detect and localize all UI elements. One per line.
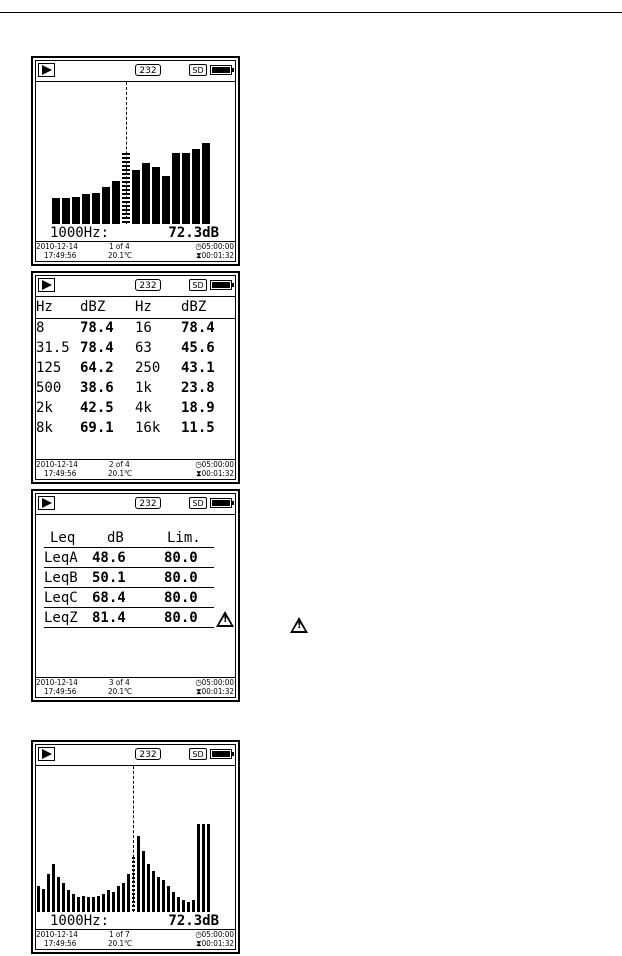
table-row: [44, 590, 214, 608]
col-header: Leq: [50, 530, 76, 546]
footer-page: 2 of 4: [109, 460, 130, 469]
footer-time: 17:49:56: [44, 687, 77, 696]
footer-clock-value: 05:00:00: [201, 930, 234, 939]
screen-frame: [35, 275, 236, 480]
spectrum-bar: [47, 874, 50, 912]
warning-icon: [216, 611, 234, 627]
hourglass-icon: ⧗: [196, 687, 202, 696]
sd-card-icon: SD: [189, 64, 207, 76]
screen-frame: [35, 744, 236, 950]
spectrum-bar: [87, 897, 90, 912]
footer-time: 17:49:56: [44, 251, 77, 260]
footer-temperature: 20.1℃: [108, 939, 133, 948]
cell-dbz: 11.5: [181, 420, 215, 436]
sd-card-icon: SD: [189, 497, 207, 509]
spectrum-bar: [207, 824, 210, 912]
spectrum-bar: [137, 836, 140, 912]
cell-dbz: 42.5: [80, 400, 114, 416]
spectrum-bar: [202, 143, 210, 224]
status-bar: [36, 745, 235, 766]
footer-elapsed-value: 00:01:32: [201, 939, 234, 948]
footer-elapsed: [196, 687, 234, 696]
spectrum-bar: [172, 892, 175, 912]
cell-hz: 63: [135, 340, 152, 356]
footer-clock: [195, 242, 234, 251]
cell-limit: 80.0: [164, 590, 198, 606]
cell-hz: 31.5: [36, 340, 70, 356]
table-row: [44, 550, 214, 568]
footer-temperature: 20.1℃: [108, 469, 133, 478]
table-row: [44, 570, 214, 588]
cell-hz: 4k: [135, 400, 152, 416]
spectrum-bar: [107, 890, 110, 912]
cell-limit: 80.0: [164, 550, 198, 566]
spectrum-bar: [167, 886, 170, 912]
sd-card-icon: SD: [189, 279, 207, 291]
spectrum-bar: [147, 864, 150, 912]
screen-footer: [36, 677, 235, 697]
spectrum-bar: [152, 167, 160, 224]
cell-hz: 125: [36, 360, 62, 376]
spectrum-bar: [162, 176, 170, 224]
spectrum-bar: [102, 894, 105, 912]
spectrum-bar: [37, 886, 40, 912]
rs232-badge: 232: [135, 497, 161, 509]
hourglass-icon: ⧗: [196, 469, 202, 478]
footer-clock-value: 05:00:00: [201, 460, 234, 469]
cell-hz: 16: [135, 320, 152, 336]
spectrum-bar: [77, 897, 80, 912]
spectrum-bar: [132, 170, 140, 224]
clock-icon: ◷: [195, 242, 202, 251]
cell-hz: 2k: [36, 400, 53, 416]
footer-clock: [195, 678, 234, 687]
spectrum-bar: [52, 198, 60, 224]
readout-frequency: 1000Hz:: [50, 225, 110, 241]
play-icon: [38, 496, 55, 510]
cell-db: 68.4: [92, 590, 126, 606]
cell-leq: LeqB: [44, 570, 78, 586]
spectrum-bar: [67, 890, 70, 912]
spectrum-bar: [62, 883, 65, 912]
cell-dbz: 78.4: [181, 320, 215, 336]
spectrum-bars: [36, 82, 235, 224]
cell-dbz: 69.1: [80, 420, 114, 436]
spectrum-bar: [142, 163, 150, 224]
table-row: [44, 610, 214, 628]
spectrum-bar: [182, 900, 185, 912]
spectrum-bar: [62, 198, 70, 224]
screen-footer: [36, 241, 235, 261]
frequency-readout: [50, 913, 219, 929]
screen-frame: [35, 493, 236, 698]
frequency-cursor: [126, 82, 127, 224]
battery-icon: [210, 65, 232, 75]
table-row: [36, 339, 235, 359]
clock-icon: ◷: [195, 460, 202, 469]
footer-elapsed: [196, 939, 234, 948]
spectrum-bar: [72, 894, 75, 912]
footer-time: 17:49:56: [44, 939, 77, 948]
screen-footer: [36, 459, 235, 479]
warning-icon: [290, 617, 308, 633]
cell-hz: 8: [36, 320, 45, 336]
footer-page: 1 of 4: [109, 242, 130, 251]
col-header: Hz: [135, 299, 152, 315]
hourglass-icon: ⧗: [196, 251, 202, 260]
screen-octave-table: [31, 271, 240, 484]
leq-table-header: [44, 530, 214, 548]
footer-date: 2010-12-14: [36, 460, 78, 469]
footer-elapsed: [196, 469, 234, 478]
readout-frequency: 1000Hz:: [50, 913, 110, 929]
spectrum-bar: [142, 851, 145, 912]
spectrum-bar: [152, 871, 155, 912]
cell-db: 48.6: [92, 550, 126, 566]
table-header: [36, 298, 235, 319]
table-row: [36, 399, 235, 419]
cell-dbz: 43.1: [181, 360, 215, 376]
play-icon: [38, 747, 55, 761]
spectrum-bar: [112, 892, 115, 912]
status-bar: [36, 494, 235, 515]
spectrum-bar: [127, 874, 130, 912]
clock-icon: ◷: [195, 678, 202, 687]
cell-dbz: 78.4: [80, 320, 114, 336]
cell-hz: 8k: [36, 420, 53, 436]
spectrum-bar: [187, 902, 190, 912]
spectrum-bar: [122, 883, 125, 912]
footer-date: 2010-12-14: [36, 242, 78, 251]
readout-level: 72.3dB: [168, 913, 219, 929]
table-row: [36, 419, 235, 439]
footer-date: 2010-12-14: [36, 930, 78, 939]
col-header: dBZ: [181, 299, 207, 315]
footer-elapsed-value: 00:01:32: [201, 469, 234, 478]
footer-time: 17:49:56: [44, 469, 77, 478]
cell-hz: 250: [135, 360, 161, 376]
table-row: [36, 359, 235, 379]
frequency-cursor: [133, 766, 134, 912]
spectrum-bar: [92, 193, 100, 224]
spectrum-bar: [52, 864, 55, 912]
cell-leq: LeqC: [44, 590, 78, 606]
spectrum-bar: [192, 149, 200, 224]
spectrum-bar: [102, 187, 110, 224]
col-header: Hz: [36, 299, 53, 315]
footer-temperature: 20.1℃: [108, 687, 133, 696]
spectrum-bar: [42, 889, 45, 912]
footer-page: 1 of 7: [109, 930, 130, 939]
spectrum-bar: [82, 194, 90, 224]
rs232-badge: 232: [135, 279, 161, 291]
spectrum-bar: [197, 824, 200, 912]
frequency-readout: [50, 225, 219, 241]
table-row: [36, 379, 235, 399]
spectrum-bar: [157, 877, 160, 912]
play-icon: [38, 278, 55, 292]
cell-dbz: 78.4: [80, 340, 114, 356]
spectrum-bar: [117, 886, 120, 912]
rs232-badge: 232: [135, 64, 161, 76]
footer-clock: [195, 930, 234, 939]
cell-hz: 1k: [135, 380, 152, 396]
screen-octave-spectrum: [31, 56, 240, 266]
spectrum-bar: [182, 153, 190, 224]
battery-icon: [210, 280, 232, 290]
cell-db: 81.4: [92, 610, 126, 626]
status-bar: [36, 276, 235, 297]
page-top-rule: [0, 12, 622, 13]
battery-icon: [210, 749, 232, 759]
col-header: dBZ: [80, 299, 106, 315]
footer-clock-value: 05:00:00: [201, 242, 234, 251]
cell-db: 50.1: [92, 570, 126, 586]
footer-elapsed: [196, 251, 234, 260]
col-header: Lim.: [167, 530, 201, 546]
clock-icon: ◷: [195, 930, 202, 939]
footer-clock-value: 05:00:00: [201, 678, 234, 687]
spectrum-bar: [57, 877, 60, 912]
spectrum-bar: [192, 900, 195, 912]
battery-icon: [210, 498, 232, 508]
spectrum-bar: [72, 197, 80, 224]
status-bar: [36, 61, 235, 82]
spectrum-bar: [92, 897, 95, 912]
cell-limit: 80.0: [164, 570, 198, 586]
screen-third-octave-spectrum: [31, 740, 240, 954]
spectrum-bar: [202, 824, 205, 912]
footer-temperature: 20.1℃: [108, 251, 133, 260]
spectrum-bar: [177, 897, 180, 912]
cell-dbz: 64.2: [80, 360, 114, 376]
cell-leq: LeqA: [44, 550, 78, 566]
cell-limit: 80.0: [164, 610, 198, 626]
footer-elapsed-value: 00:01:32: [201, 251, 234, 260]
cell-hz: 500: [36, 380, 62, 396]
table-row: [36, 319, 235, 339]
screen-frame: [35, 60, 236, 262]
cell-hz: 16k: [135, 420, 161, 436]
footer-clock: [195, 460, 234, 469]
cell-leq: LeqZ: [44, 610, 78, 626]
col-header: dB: [107, 530, 124, 546]
cell-dbz: 23.8: [181, 380, 215, 396]
spectrum-bar: [82, 896, 85, 912]
footer-elapsed-value: 00:01:32: [201, 687, 234, 696]
hourglass-icon: ⧗: [196, 939, 202, 948]
screen-footer: [36, 929, 235, 949]
spectrum-bar: [97, 896, 100, 912]
sd-card-icon: SD: [189, 748, 207, 760]
spectrum-bar: [112, 181, 120, 224]
cell-dbz: 45.6: [181, 340, 215, 356]
footer-date: 2010-12-14: [36, 678, 78, 687]
rs232-badge: 232: [135, 748, 161, 760]
screen-leq-table: [31, 489, 240, 702]
footer-page: 3 of 4: [109, 678, 130, 687]
play-icon: [38, 63, 55, 77]
cell-dbz: 18.9: [181, 400, 215, 416]
readout-level: 72.3dB: [168, 225, 219, 241]
spectrum-bars: [36, 766, 235, 912]
spectrum-bar: [172, 153, 180, 224]
cell-dbz: 38.6: [80, 380, 114, 396]
spectrum-bar: [162, 880, 165, 912]
